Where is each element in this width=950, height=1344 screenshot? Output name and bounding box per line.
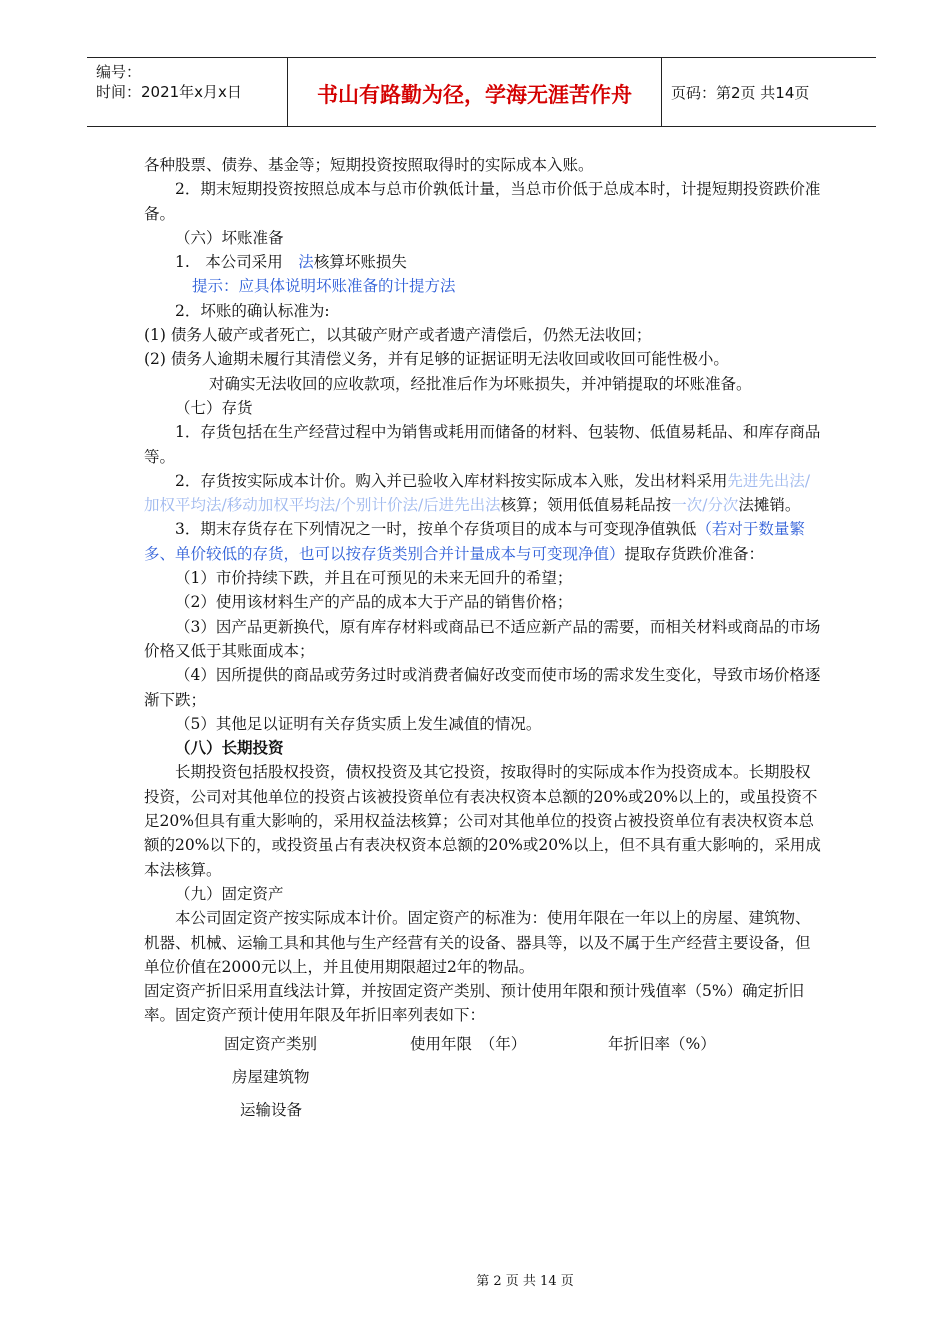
table-header (144, 1032, 824, 1056)
paragraph: 1．存货包括在生产经营过程中为销售或耗用而储备的材料、包装物、低值易耗品、和库存商品等。 (144, 423, 821, 466)
document-body (144, 153, 824, 1123)
document-number-label: 编号： (96, 63, 142, 81)
hint-text: 提示：应具体说明坏账准备的计提方法 (192, 277, 456, 296)
section-heading-fixed-assets: （九）固定资产 (175, 884, 284, 903)
list-item: （1）市价持续下跌，并且在可预见的未来无回升的希望； (175, 569, 573, 588)
list-item: (2) 债务人逾期未履行其清偿义务，并有足够的证据证明无法收回或收回可能性极小。 (144, 350, 729, 369)
table-cell: 运输设备 (240, 1101, 303, 1120)
hint-text: （若对于数量繁多、单价较低的存货，也可以按存货类别合并计量成本与可变现净值） (144, 520, 805, 563)
placeholder-amortization: 一次/分次 (671, 496, 739, 515)
header-page-number: 页码：第2页 共14页 (671, 83, 810, 102)
column-header: 固定资产类别 (224, 1034, 318, 1053)
placeholder-valuation-methods: 先进先出法/加权平均法/移动加权平均法/个别计价法/后进先出法 (144, 471, 811, 515)
table-cell: 房屋建筑物 (232, 1067, 310, 1086)
paragraph: 3．期末存货存在下列情况之一时，按单个存货项目的成本与可变现净值孰低（若对于数量繁多、单价较低的存货，也可以按存货类别合并计量成本与可变现净值）提取存货跌价准备： (144, 520, 805, 563)
header-meta (87, 58, 288, 126)
column-header: 年折旧率（%） (608, 1034, 716, 1053)
list-item: (1) 债务人破产或者死亡，以其破产财产或者遗产清偿后，仍然无法收回； (144, 326, 652, 345)
list-item: （3）因产品更新换代，原有库存材料或商品已不适应新产品的需要，而相关材料或商品的市场价格又低于其账面成本； (144, 617, 821, 660)
placeholder-method: 法 (298, 253, 314, 272)
page-footer: 第 2 页 共 14 页 (476, 1274, 574, 1289)
paragraph: 1. 本公司采用 法核算坏账损失 (175, 253, 407, 272)
column-header: 使用年限 （年） (410, 1034, 527, 1053)
paragraph: 2．存货按实际成本计价。购入并已验收入库材料按实际成本入账，发出材料采用先进先出法/加权平均法/移动加权平均法/个别计价法/后进先出法核算；领用低值易耗品按一次/分次法摊销。 (144, 471, 811, 515)
document-date-label: 时间：2021年x月x日 (96, 83, 242, 101)
section-heading-bad-debt: （六）坏账准备 (175, 228, 284, 247)
header-motto: 书山有路勤为径，学海无涯苦作舟 (288, 58, 662, 126)
table-row (144, 1065, 824, 1089)
paragraph: 本公司固定资产按实际成本计价。固定资产的标准为：使用年限在一年以上的房屋、建筑物、机器、机械、运输工具和其他与生产经营有关的设备、器具等，以及不属于生产经营主要设备，但单位价值在2000元以上，并且使用期限超过2年的物品。 (144, 909, 811, 976)
table-row (144, 1098, 824, 1122)
paragraph: 固定资产折旧采用直线法计算，并按固定资产类别、预计使用年限和预计残值率（5%）确定折旧率。固定资产预计使用年限及年折旧率列表如下： (144, 982, 805, 1025)
section-heading-long-term-investment: （八）长期投资 (175, 738, 284, 758)
section-heading-inventory: （七）存货 (175, 398, 253, 417)
paragraph: 各种股票、债券、基金等；短期投资按照取得时的实际成本入账。 (144, 156, 594, 174)
paragraph: 对确实无法收回的应收款项，经批准后作为坏账损失，并冲销提取的坏账准备。 (209, 374, 752, 393)
paragraph: 2．期末短期投资按照总成本与总市价孰低计量，当总市价低于总成本时，计提短期投资跌价准备。 (144, 180, 821, 223)
paragraph: 2．坏账的确认标准为: (175, 301, 330, 320)
list-item: （4）因所提供的商品或劳务过时或消费者偏好改变而使市场的需求发生变化，导致市场价格逐渐下跌； (144, 666, 821, 709)
page-header (87, 57, 876, 127)
list-item: （5）其他足以证明有关存货实质上发生减值的情况。 (175, 714, 542, 733)
paragraph: 长期投资包括股权投资，债权投资及其它投资，按取得时的实际成本作为投资成本。长期股权投资，公司对其他单位的投资占该被投资单位有表决权资本总额的20%或20%以上的，或虽投资不足20%但具有重大影响的，采用权益法核算；公司对其他单位的投资占被投资单位有表决权资本总额的20%以下的，或投资虽占有表决权资本总额的20%或20%以上，但不具有重大影响的，采用成本法核算。 (144, 763, 821, 879)
list-item: （2）使用该材料生产的产品的成本大于产品的销售价格； (175, 593, 573, 612)
